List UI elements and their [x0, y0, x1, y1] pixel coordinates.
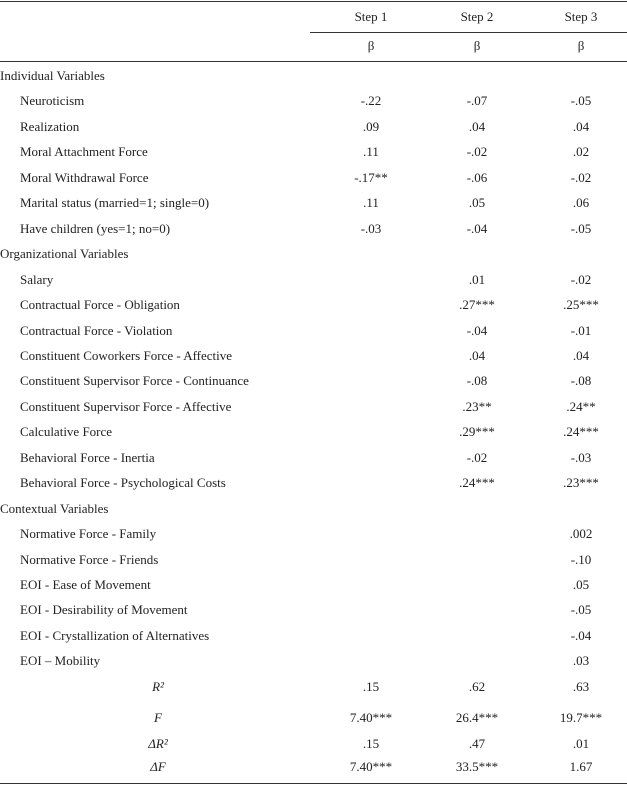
variable-label: Have children (yes=1; no=0): [20, 220, 171, 236]
beta-value-step-1: .11: [363, 195, 379, 211]
beta-value-step-2: .27***: [459, 297, 495, 313]
beta-value-step-2: -.04: [466, 322, 488, 338]
variable-label: Constituent Supervisor Force - Continuance: [20, 373, 249, 389]
table-row: [0, 219, 627, 239]
step-header-row: [0, 7, 627, 27]
beta-value-step-1: -.17**: [354, 169, 388, 185]
table-row: [0, 422, 627, 442]
beta-value-step-3: .05: [572, 577, 590, 592]
stat-value-step-2: .62: [468, 679, 486, 694]
table-row: [0, 193, 627, 213]
beta-value-step-2: .23**: [462, 398, 492, 414]
beta-value-step-2: .04: [468, 347, 486, 363]
table-row: [0, 117, 627, 137]
beta-value-step-2: -.04: [466, 220, 488, 236]
table-row: [0, 473, 627, 493]
beta-value-step-2: -.07: [466, 93, 488, 109]
beta-value-step-3: -.10: [570, 551, 592, 567]
step-1-header: Step 1: [354, 9, 388, 24]
table-row: [0, 550, 627, 570]
table-row: [0, 346, 627, 366]
stats-row: [0, 708, 627, 728]
section-title: Individual Variables: [0, 68, 105, 83]
stat-label: R²: [152, 679, 164, 694]
beta-value-step-3: -.08: [570, 373, 592, 389]
beta-value-step-3: -.02: [570, 271, 592, 287]
stats-row: [0, 677, 627, 697]
beta-value-step-3: -.05: [570, 93, 592, 109]
stat-value-step-2: 26.4***: [455, 710, 499, 725]
section-header-row: [0, 244, 627, 264]
beta-value-step-1: -.03: [360, 220, 382, 236]
stat-label: F: [154, 710, 162, 725]
beta-value-step-3: .03: [572, 653, 590, 669]
beta-value-step-2: .29***: [459, 424, 495, 440]
table-row: [0, 651, 627, 671]
stats-row: [0, 734, 627, 754]
beta-3-header: β: [577, 38, 585, 53]
table-row: [0, 168, 627, 188]
step-2-header: Step 2: [460, 9, 494, 24]
beta-value-step-3: .06: [572, 195, 590, 211]
header-bottom-rule: [0, 61, 627, 62]
table-row: [0, 600, 627, 620]
variable-label: Behavioral Force - Inertia: [20, 449, 155, 465]
beta-value-step-3: .24**: [566, 398, 596, 414]
table-row: [0, 371, 627, 391]
variable-label: Moral Withdrawal Force: [20, 169, 149, 185]
beta-value-step-3: -.05: [570, 220, 592, 236]
top-rule: [0, 1, 627, 2]
variable-label: Normative Force - Friends: [20, 551, 159, 567]
stat-value-step-3: .01: [572, 736, 590, 751]
variable-label: Contractual Force - Violation: [20, 322, 173, 338]
beta-value-step-3: -.05: [570, 602, 592, 618]
table-row: [0, 295, 627, 315]
beta-value-step-1: .09: [362, 118, 380, 134]
table-row: [0, 575, 627, 595]
variable-label: Constituent Coworkers Force - Affective: [20, 347, 233, 363]
beta-value-step-2: .04: [468, 118, 486, 134]
variable-label: Behavioral Force - Psychological Costs: [20, 475, 226, 491]
beta-value-step-2: .01: [468, 271, 486, 287]
beta-value-step-2: .24***: [459, 475, 495, 491]
stat-label: ΔF: [150, 759, 166, 774]
beta-value-step-3: .04: [572, 118, 590, 134]
beta-value-step-3: -.03: [570, 449, 592, 465]
beta-value-step-3: .002: [569, 526, 593, 542]
beta-header-row: [0, 36, 627, 56]
section-header-row: [0, 66, 627, 86]
variable-label: EOI - Desirability of Movement: [20, 602, 188, 618]
table-row: [0, 321, 627, 341]
beta-value-step-2: -.08: [466, 373, 488, 389]
variable-label: Calculative Force: [20, 424, 113, 440]
variable-label: EOI – Mobility: [20, 653, 101, 669]
beta-value-step-1: -.22: [360, 93, 382, 109]
beta-value-step-2: -.02: [466, 449, 488, 465]
table-row: [0, 524, 627, 544]
stat-value-step-1: .15: [362, 736, 380, 751]
beta-value-step-3: -.01: [570, 322, 592, 338]
stat-value-step-1: 7.40***: [349, 759, 393, 774]
variable-label: Normative Force - Family: [20, 526, 157, 542]
stat-value-step-3: 19.7***: [559, 710, 603, 725]
stat-value-step-1: 7.40***: [349, 710, 393, 725]
section-title: Contextual Variables: [0, 500, 109, 516]
beta-value-step-2: -.06: [466, 169, 488, 185]
variable-label: Contractual Force - Obligation: [20, 297, 180, 313]
beta-value-step-3: .25***: [563, 297, 599, 313]
stat-value-step-3: 1.67: [569, 759, 593, 774]
table-row: [0, 448, 627, 468]
variable-label: Neuroticism: [20, 93, 85, 109]
stats-row: [0, 757, 627, 777]
stat-value-step-2: .47: [468, 736, 486, 751]
beta-value-step-3: .02: [572, 144, 590, 160]
beta-value-step-1: .11: [363, 144, 379, 160]
bottom-rule: [0, 783, 627, 784]
variable-label: EOI - Crystallization of Alternatives: [20, 627, 210, 643]
section-header-row: [0, 499, 627, 519]
beta-value-step-2: .05: [468, 195, 486, 211]
beta-value-step-3: .24***: [563, 424, 599, 440]
variable-label: Realization: [20, 118, 80, 134]
stat-value-step-3: .63: [572, 679, 590, 694]
step-3-header: Step 3: [564, 9, 598, 24]
table-row: [0, 91, 627, 111]
beta-value-step-2: -.02: [466, 144, 488, 160]
table-row: [0, 142, 627, 162]
beta-value-step-3: -.04: [570, 627, 592, 643]
table-row: [0, 397, 627, 417]
stat-value-step-2: 33.5***: [455, 759, 499, 774]
variable-label: EOI - Ease of Movement: [20, 577, 151, 592]
variable-label: Marital status (married=1; single=0): [20, 195, 210, 211]
beta-2-header: β: [473, 38, 481, 53]
beta-1-header: β: [367, 38, 375, 53]
variable-label: Constituent Supervisor Force - Affective: [20, 398, 232, 414]
variable-label: Salary: [20, 271, 54, 287]
step-rule: [310, 32, 627, 33]
table-row: [0, 270, 627, 290]
beta-value-step-3: .23***: [563, 475, 599, 491]
section-title: Organizational Variables: [0, 246, 129, 262]
stat-value-step-1: .15: [362, 679, 380, 694]
stat-label: ΔR²: [148, 736, 168, 751]
beta-value-step-3: .04: [572, 347, 590, 363]
table-row: [0, 626, 627, 646]
beta-value-step-3: -.02: [570, 169, 592, 185]
variable-label: Moral Attachment Force: [20, 144, 148, 160]
